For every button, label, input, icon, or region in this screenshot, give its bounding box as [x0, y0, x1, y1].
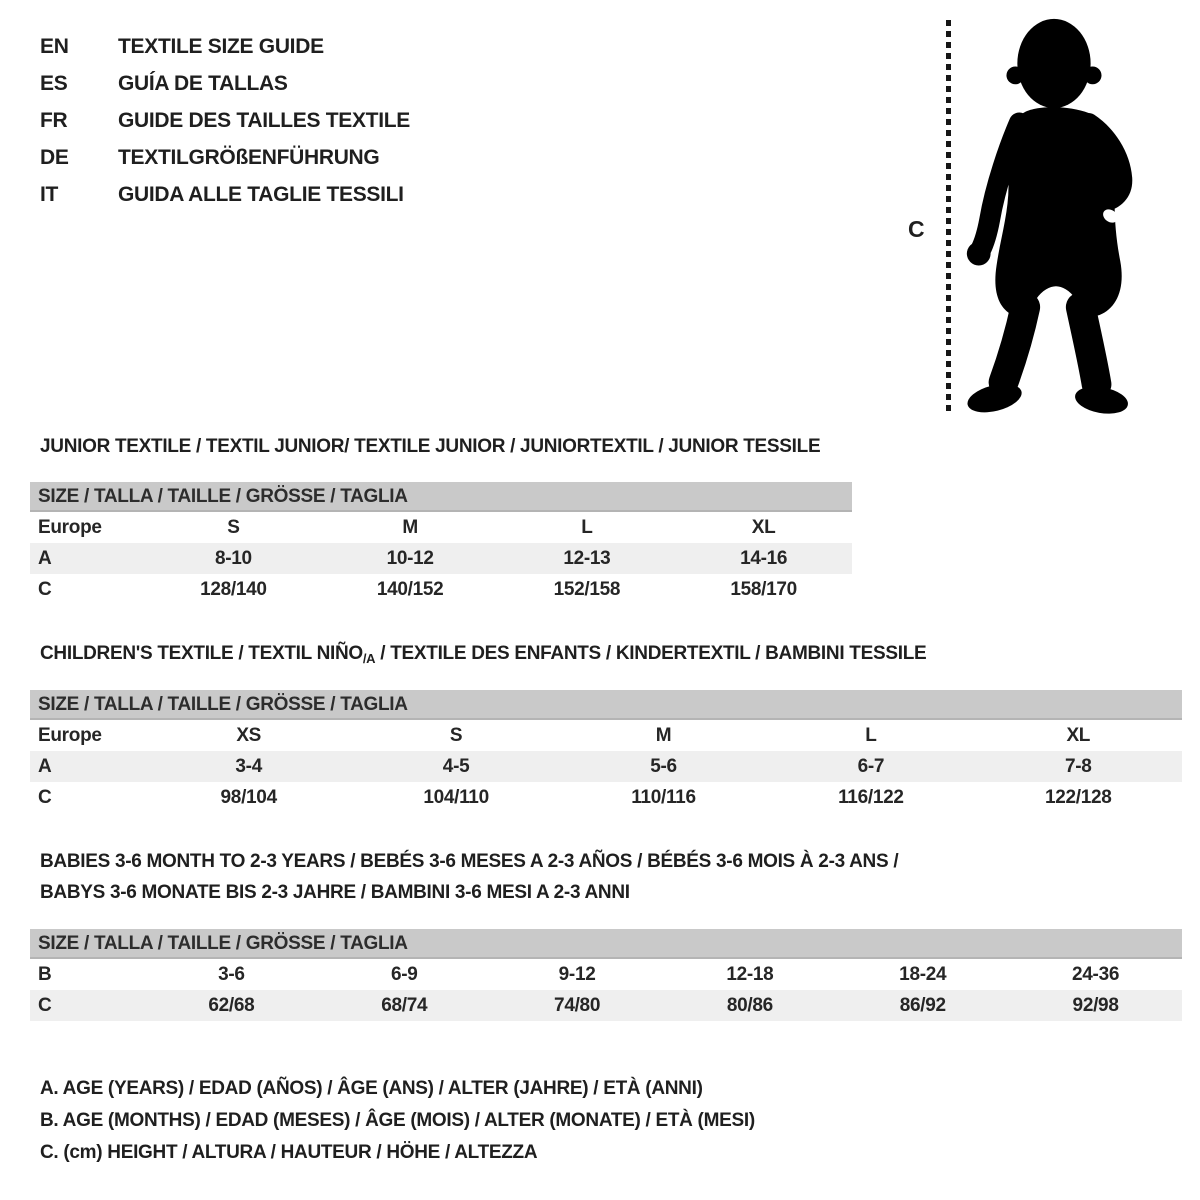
language-code: IT: [40, 182, 59, 206]
language-code: DE: [40, 145, 69, 169]
legend-line-a: A. AGE (YEARS) / EDAD (AÑOS) / ÂGE (ANS) / ALTER (JAHRE) / ETÀ (ANNI): [40, 1078, 703, 1099]
size-header-bar: SIZE / TALLA / TAILLE / GRÖSSE / TAGLIA: [30, 690, 1182, 720]
table-cell: 14-16: [740, 547, 788, 569]
table-row: [30, 512, 852, 543]
measurement-legend: [40, 1073, 755, 1169]
row-label: C: [38, 994, 52, 1016]
guide-title: GUIDE DES TAILLES TEXTILE: [118, 108, 410, 132]
guide-title: GUIDA ALLE TAGLIE TESSILI: [118, 182, 404, 206]
table-cell: 8-10: [214, 547, 252, 569]
guide-title: TEXTILE SIZE GUIDE: [118, 34, 324, 58]
table-cell: 12-18: [726, 963, 774, 985]
table-cell: 92/98: [1072, 994, 1119, 1016]
table-cell: 4-5: [442, 755, 470, 777]
row-label: Europe: [38, 724, 102, 746]
table-cell: 152/158: [553, 578, 621, 600]
toddler-silhouette-icon: [965, 12, 1140, 418]
table-cell: 98/104: [220, 786, 277, 808]
height-figure: [0, 0, 1200, 430]
table-row: [30, 720, 1182, 751]
row-label: A: [38, 755, 52, 777]
height-measure-label: C: [908, 216, 925, 242]
table-cell: M: [655, 724, 672, 746]
size-header-bar: SIZE / TALLA / TAILLE / GRÖSSE / TAGLIA: [30, 482, 852, 512]
table-row: [30, 543, 852, 574]
table-cell: L: [581, 516, 593, 538]
row-label: A: [38, 547, 52, 569]
babies-table: [30, 959, 1182, 1021]
table-cell: 68/74: [381, 994, 428, 1016]
children-size-table: [30, 690, 1182, 813]
table-row: [30, 782, 1182, 813]
table-cell: 6-9: [390, 963, 418, 985]
children-section-heading: [40, 643, 926, 666]
row-label: C: [38, 578, 52, 600]
table-cell: 12-13: [563, 547, 611, 569]
guide-title: TEXTILGRÖßENFÜHRUNG: [118, 145, 380, 169]
table-row: [30, 751, 1182, 782]
children-heading-suffix: / TEXTILE DES ENFANTS / KINDERTEXTIL / BAMBINI TESSILE: [375, 643, 927, 664]
table-cell: 7-8: [1065, 755, 1092, 777]
table-row: [30, 990, 1182, 1021]
legend-line-c: C. (cm) HEIGHT / ALTURA / HAUTEUR / HÖHE / ALTEZZA: [40, 1142, 538, 1163]
table-cell: 128/140: [200, 578, 267, 600]
table-cell: 6-7: [857, 755, 885, 777]
junior-table: [30, 512, 852, 605]
table-cell: 116/122: [838, 786, 904, 808]
guide-title: GUÍA DE TALLAS: [118, 71, 288, 95]
junior-size-table: [30, 482, 852, 605]
table-cell: 104/110: [423, 786, 489, 808]
table-cell: 80/86: [726, 994, 773, 1016]
junior-section-heading: JUNIOR TEXTILE / TEXTIL JUNIOR/ TEXTILE JUNIOR / JUNIORTEXTIL / JUNIOR TESSILE: [40, 436, 821, 457]
height-measure-dashed-line: [946, 20, 951, 416]
table-cell: 9-12: [558, 963, 596, 985]
row-label: Europe: [38, 516, 102, 538]
table-cell: 62/68: [208, 994, 255, 1016]
table-cell: XL: [1066, 724, 1091, 746]
children-table: [30, 720, 1182, 813]
table-cell: 3-4: [235, 755, 262, 777]
language-code: FR: [40, 108, 68, 132]
table-cell: 5-6: [650, 755, 677, 777]
language-code: EN: [40, 34, 69, 58]
babies-section-heading-line2: BABYS 3-6 MONATE BIS 2-3 JAHRE / BAMBINI 3-6 MESI A 2-3 ANNI: [40, 882, 630, 903]
table-cell: 110/116: [631, 786, 696, 808]
size-header-bar: SIZE / TALLA / TAILLE / GRÖSSE / TAGLIA: [30, 929, 1182, 959]
table-cell: XL: [751, 516, 776, 538]
table-cell: 10-12: [386, 547, 434, 569]
children-heading-sub: /A: [362, 651, 376, 666]
babies-section-heading-line1: BABIES 3-6 MONTH TO 2-3 YEARS / BEBÉS 3-6 MESES A 2-3 AÑOS / BÉBÉS 3-6 MOIS À 2-3 ANS /: [40, 851, 899, 872]
table-cell: 122/128: [1044, 786, 1112, 808]
table-row: [30, 959, 1182, 990]
row-label: B: [38, 963, 52, 985]
table-cell: XS: [236, 724, 262, 746]
table-cell: S: [227, 516, 240, 538]
table-cell: 3-6: [218, 963, 245, 985]
table-cell: 24-36: [1072, 963, 1120, 985]
table-cell: M: [402, 516, 418, 538]
row-label: C: [38, 786, 52, 808]
table-cell: 140/152: [376, 578, 444, 600]
table-cell: L: [865, 724, 877, 746]
legend-line-b: B. AGE (MONTHS) / EDAD (MESES) / ÂGE (MOIS) / ALTER (MONATE) / ETÀ (MESI): [40, 1110, 755, 1131]
table-cell: 158/170: [730, 578, 797, 600]
table-cell: 18-24: [899, 963, 947, 985]
table-cell: 86/92: [899, 994, 946, 1016]
language-code: ES: [40, 71, 68, 95]
table-cell: 74/80: [554, 994, 601, 1016]
table-row: [30, 574, 852, 605]
table-cell: S: [449, 724, 463, 746]
babies-size-table: [30, 929, 1182, 1021]
children-heading-prefix: CHILDREN'S TEXTILE / TEXTIL NIÑO: [40, 643, 363, 664]
